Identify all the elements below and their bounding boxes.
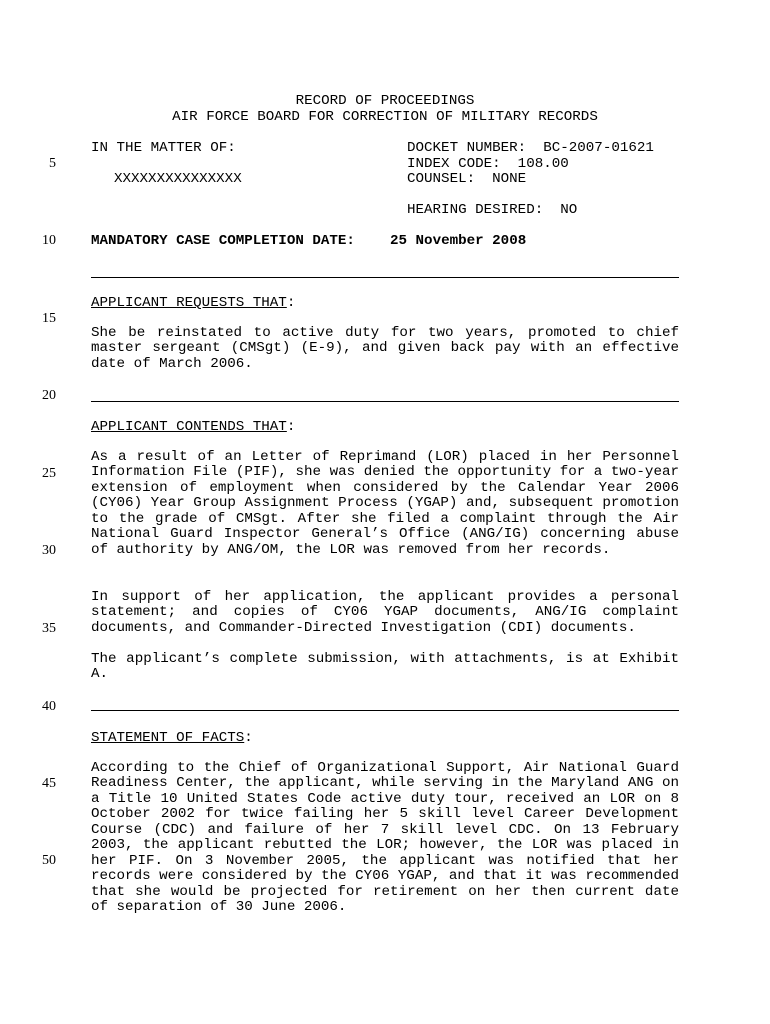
section-heading-contends: APPLICANT CONTENDS THAT: xyxy=(91,419,296,435)
section-heading-facts: STATEMENT OF FACTS: xyxy=(91,730,253,746)
board-name: AIR FORCE BOARD FOR CORRECTION OF MILITARY RECORDS xyxy=(172,109,598,125)
docket-number: DOCKET NUMBER: BC-2007-01621 xyxy=(407,140,654,156)
hearing-desired: HEARING DESIRED: NO xyxy=(407,202,578,218)
matter-label: IN THE MATTER OF: xyxy=(91,140,236,156)
line-number: 10 xyxy=(42,233,56,248)
line-number: 45 xyxy=(42,776,56,791)
line-number: 15 xyxy=(42,311,56,326)
section-divider xyxy=(91,277,679,278)
line-number: 50 xyxy=(42,853,56,868)
line-number: 20 xyxy=(42,388,56,403)
completion-date: 25 November 2008 xyxy=(390,233,527,249)
section-divider xyxy=(91,710,679,711)
contends-paragraph-1: As a result of an Letter of Reprimand (LOR) placed in her Personnel Information File (PIF), she was denied the opportunity for a two-year extension of employment when considered by the Calendar Year 2006 (CY06) Year Group Assignment Process (YGAP) and, subsequent promotion to the grade of CMSgt. After she filed a complaint through the Air National Guard Inspector General’s Office (ANG/IG) concerning abuse of authority by ANG/OM, the LOR was removed from her records. xyxy=(91,449,679,558)
applicant-name-redacted: XXXXXXXXXXXXXXX xyxy=(114,171,242,187)
section-divider xyxy=(91,401,679,402)
index-code: INDEX CODE: 108.00 xyxy=(407,156,569,172)
line-number: 30 xyxy=(42,543,56,558)
line-number: 25 xyxy=(42,466,56,481)
section-heading-requests: APPLICANT REQUESTS THAT: xyxy=(91,295,296,311)
requests-paragraph: She be reinstated to active duty for two years, promoted to chief master sergeant (CMSgt) (E-9), and given back pay with an effective date of March 2006. xyxy=(91,325,679,372)
line-number: 40 xyxy=(42,699,56,714)
line-number: 5 xyxy=(49,156,56,171)
counsel: COUNSEL: NONE xyxy=(407,171,527,187)
completion-date-label: MANDATORY CASE COMPLETION DATE: xyxy=(91,233,355,249)
line-number: 35 xyxy=(42,621,56,636)
document-title: RECORD OF PROCEEDINGS xyxy=(295,93,475,109)
facts-paragraph-1: According to the Chief of Organizational Support, Air National Guard Readiness Center, the applicant, while serving in the Maryland ANG on a Title 10 United States Code active duty tour, received an LOR on 8 October 2002 for twice failing her 5 skill level Career Development Course (CDC) and failure of her 7 skill level CDC. On 13 February 2003, the applicant rebutted the LOR; however, the LOR was placed in her PIF. On 3 November 2005, the applicant was notified that her records were considered by the CY06 YGAP, and that it was recommended that she would be projected for retirement on her then current date of separation of 30 June 2006. xyxy=(91,760,679,916)
contends-paragraph-3: The applicant’s complete submission, with attachments, is at Exhibit A. xyxy=(91,651,679,683)
contends-paragraph-2: In support of her application, the applicant provides a personal statement; and copies of CY06 YGAP documents, ANG/IG complaint documents, and Commander-Directed Investigation (CDI) documents. xyxy=(91,589,679,636)
